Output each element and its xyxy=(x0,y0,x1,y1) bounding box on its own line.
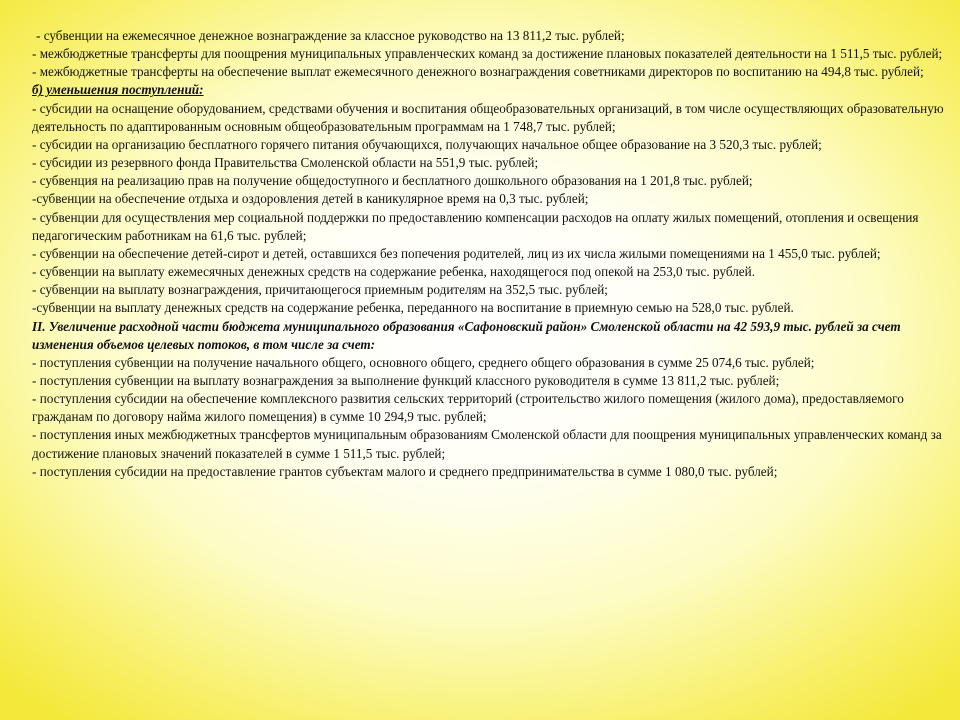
paragraph-foster-family-subvention: -субвенции на выплату денежных средств на содержание ребенка, переданного на воспитание в приемную семью на 528,0 тыс. рублей. xyxy=(32,300,794,316)
paragraph-reserve-fund-subsidy: - субсидии из резервного фонда Правительства Смоленской области на 551,9 тыс. рублей; xyxy=(32,155,539,171)
section-heading-expenditure-increase: II. Увеличение расходной части бюджета муниципального образования «Сафоновский район» Смоленской области на 42 593,9 тыс. рублей за счет изменения объемов целевых потоков, в том числе за счет: xyxy=(32,318,901,352)
paragraph-rural-development-subsidy: - поступления субсидии на обеспечение комплексного развития сельских территорий (строительство жилого помещения (жилого дома), предоставляемого гражданам по договору найма жилого помещения) в сумме 10 294,9 тыс. рублей; xyxy=(32,391,904,425)
paragraph-hot-meals-subsidy: - субсидии на организацию бесплатного горячего питания обучающихся, получающих начальное общее образование на 3 520,3 тыс. рублей; xyxy=(32,136,822,152)
paragraph-holiday-rest-subvention: -субвенции на обеспечение отдыха и оздоровления детей в каникулярное время на 0,3 тыс. рублей; xyxy=(32,191,589,207)
paragraph-management-teams-transfer: - межбюджетные трансферты для поощрения муниципальных управленческих команд за достижение плановых показателей деятельности на 1 511,5 тыс. рублей; xyxy=(32,46,943,62)
paragraph-business-grants-subsidy: - поступления субсидии на предоставление грантов субъектам малого и среднего предпринимательства в сумме 1 080,0 тыс. рублей; xyxy=(32,463,778,479)
subheading-income-decrease: б) уменьшения поступлений: xyxy=(32,82,204,98)
paragraph-guardianship-subvention: - субвенции на выплату ежемесячных денежных средств на содержание ребенка, находящегося под опекой на 253,0 тыс. рублей. xyxy=(32,264,755,280)
paragraph-orphans-housing-subvention: - субвенции на обеспечение детей-сирот и детей, оставшихся без попечения родителей, лиц из их числа жилыми помещениями на 1 455,0 тыс. рублей; xyxy=(32,245,881,261)
document-body xyxy=(32,27,944,481)
paragraph-equipment-subsidy: - субсидии на оснащение оборудованием, средствами обучения и воспитания общеобразовательных организаций, в том числе осуществляющих образовательную деятельность по адаптированным основным общеобразовательным программам на 1 748,7 тыс. рублей; xyxy=(32,100,944,134)
paragraph-advisors-transfer: - межбюджетные трансферты на обеспечение выплат ежемесячного денежного вознаграждения советниками директоров по воспитанию на 494,8 тыс. рублей; xyxy=(32,64,924,80)
paragraph-preschool-subvention: - субвенция на реализацию прав на получение общедоступного и бесплатного дошкольного образования на 1 201,8 тыс. рублей; xyxy=(32,173,753,189)
paragraph-other-transfers: - поступления иных межбюджетных трансфертов муниципальным образованиям Смоленской области для поощрения муниципальных управленческих команд за достижение плановых значений показателей в сумме 1 511,5 тыс. рублей; xyxy=(32,427,942,461)
paragraph-foster-parents-subvention: - субвенции на выплату вознаграждения, причитающегося приемным родителям на 352,5 тыс. рублей; xyxy=(32,282,608,298)
paragraph-teacher-compensation-subvention: - субвенции для осуществления мер социальной поддержки по предоставлению компенсации расходов на оплату жилых помещений, отопления и освещения педагогическим работникам на 61,6 тыс. рублей; xyxy=(32,209,919,243)
paragraph-general-education-subvention: - поступления субвенции на получение начального общего, основного общего, среднего общего образования в сумме 25 074,6 тыс. рублей; xyxy=(32,354,815,370)
paragraph-class-teacher-subvention: - поступления субвенции на выплату вознаграждения за выполнение функций классного руководителя в сумме 13 811,2 тыс. рублей; xyxy=(32,372,780,388)
paragraph-class-guidance-subvention: - субвенции на ежемесячное денежное вознаграждение за классное руководство на 13 811,2 тыс. рублей; xyxy=(36,28,625,43)
